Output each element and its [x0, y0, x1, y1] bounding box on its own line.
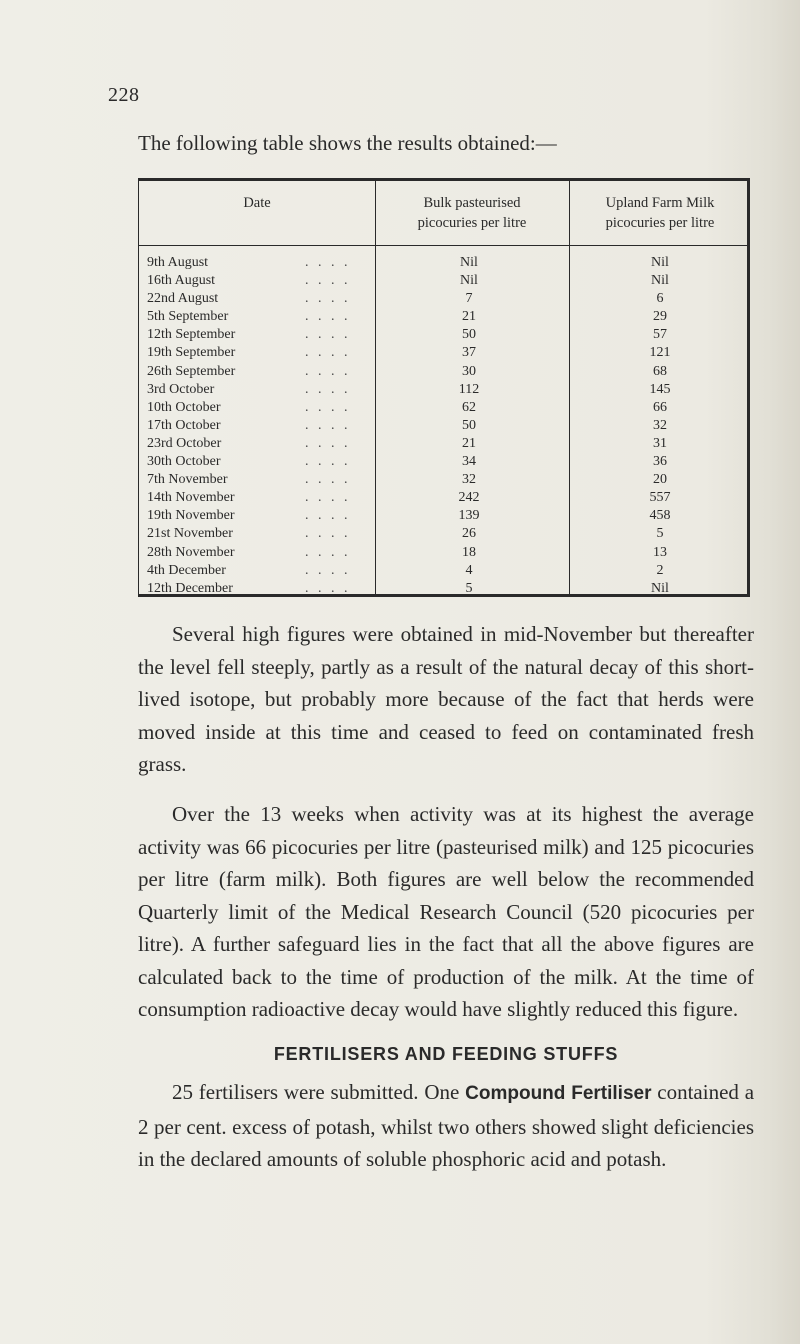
row-bulk-value: 37 — [462, 345, 476, 361]
table-row — [139, 326, 747, 344]
row-upland-value: 2 — [656, 562, 664, 578]
table-row — [139, 435, 747, 453]
row-upland-value: 13 — [653, 544, 667, 560]
row-date: 26th September — [147, 363, 236, 379]
row-leader: . . . . — [305, 454, 351, 470]
row-upland-value: 6 — [656, 291, 664, 307]
row-upland-value: 57 — [653, 327, 667, 343]
page-number: 228 — [108, 84, 140, 106]
table-row — [139, 544, 747, 562]
row-bulk-value: Nil — [460, 273, 478, 289]
row-leader: . . . . — [305, 381, 351, 397]
row-upland-value: Nil — [651, 255, 669, 270]
row-date: 12th September — [147, 327, 236, 343]
paragraph-average-activity: Over the 13 weeks when activity was at its highest the average activity was 66 picocuries per litre (pasteurised milk) and 125 picocuries per litre (farm milk). Both figures are well below the recommended Quarterly limit of the Medical Research Council (520 picocuries per litre). A further safeguard lies in the fact that all the above figures are calculated back to the time of production of the milk. At the time of consumption radioactive decay would have slightly reduced this figure. — [138, 802, 754, 1021]
table-row — [139, 417, 747, 435]
row-leader: . . . . — [305, 490, 351, 506]
row-leader: . . . . — [305, 472, 351, 488]
row-date: 16th August — [147, 273, 216, 289]
table-body — [139, 254, 747, 598]
row-leader: . . . . — [305, 273, 351, 289]
row-bulk-value: 34 — [462, 454, 476, 470]
compound-fertiliser-term: Compound Fertiliser — [465, 1083, 652, 1104]
table-row — [139, 562, 747, 580]
row-upland-value: Nil — [651, 580, 669, 596]
row-date: 4th December — [147, 562, 226, 578]
row-leader: . . . . — [305, 562, 351, 578]
table-row — [139, 507, 747, 525]
paragraph-fertilisers — [138, 1076, 754, 1176]
table-row — [139, 489, 747, 507]
paragraph-fertilisers-part1: 25 fertilisers were submitted. One — [172, 1080, 466, 1104]
row-upland-value: 32 — [653, 417, 667, 433]
row-bulk-value: 4 — [465, 562, 473, 578]
paragraph-fertilisers-part2: contained a 2 per cent. excess of potash, whilst two others showed slight deficiencies in the declared amounts of soluble phosphoric acid and potash. — [138, 1080, 755, 1171]
header-upland: Upland Farm Milk picocuries per litre — [605, 195, 715, 231]
row-bulk-value: 30 — [462, 363, 476, 379]
row-upland-value: 29 — [653, 309, 667, 325]
row-upland-value: 66 — [653, 399, 667, 415]
row-date: 9th August — [147, 255, 209, 270]
row-bulk-value: 62 — [462, 399, 476, 415]
row-upland-value: 557 — [649, 490, 671, 506]
row-leader: . . . . — [305, 255, 351, 270]
row-bulk-value: 21 — [462, 309, 476, 325]
row-leader: . . . . — [305, 327, 351, 343]
row-upland-value: 145 — [649, 381, 671, 397]
row-date: 30th October — [147, 454, 221, 470]
row-leader: . . . . — [305, 291, 351, 307]
row-leader: . . . . — [305, 417, 351, 433]
row-bulk-value: 139 — [458, 508, 480, 524]
row-date: 19th September — [147, 345, 236, 361]
table-row — [139, 308, 747, 326]
table-row — [139, 471, 747, 489]
row-upland-value: 20 — [653, 472, 667, 488]
row-date: 3rd October — [147, 381, 215, 397]
table-row — [139, 525, 747, 543]
row-bulk-value: 26 — [462, 526, 476, 542]
paragraph-mid-november: Several high figures were obtained in mid-November but thereafter the level fell steeply, partly as a result of the natural decay of this short-lived isotope, but probably more because of the fact that herds were moved inside at this time and ceased to feed on contaminated fresh grass. — [138, 622, 754, 776]
row-leader: . . . . — [305, 508, 351, 524]
row-date: 28th November — [147, 544, 235, 560]
row-leader: . . . . — [305, 544, 351, 560]
intro-text: The following table shows the results obtained:— — [138, 131, 557, 155]
row-upland-value: 458 — [649, 508, 671, 524]
row-leader: . . . . — [305, 580, 351, 596]
row-bulk-value: 32 — [462, 472, 476, 488]
row-date: 22nd August — [147, 291, 219, 307]
row-upland-value: 68 — [653, 363, 667, 379]
header-divider — [139, 245, 747, 246]
row-leader: . . . . — [305, 345, 351, 361]
row-date: 14th November — [147, 490, 235, 506]
row-bulk-value: 112 — [458, 381, 480, 397]
row-upland-value: 121 — [649, 345, 671, 361]
row-date: 5th September — [147, 309, 229, 325]
header-date: Date — [243, 195, 271, 211]
row-upland-value: 36 — [653, 454, 667, 470]
row-date: 21st November — [147, 526, 233, 542]
table-row — [139, 344, 747, 362]
row-bulk-value: 5 — [465, 580, 473, 596]
row-bulk-value: 7 — [465, 291, 473, 307]
table-row — [139, 580, 747, 598]
row-date: 7th November — [147, 472, 228, 488]
row-bulk-value: 50 — [462, 417, 476, 433]
table-row — [139, 399, 747, 417]
table-row — [139, 363, 747, 381]
row-date: 23rd October — [147, 435, 222, 451]
section-heading: FERTILISERS AND FEEDING STUFFS — [273, 1044, 619, 1064]
row-date: 10th October — [147, 399, 221, 415]
row-upland-value: 5 — [656, 526, 664, 542]
row-date: 17th October — [147, 417, 221, 433]
row-upland-value: 31 — [653, 435, 667, 451]
row-date: 12th December — [147, 580, 233, 596]
row-bulk-value: 242 — [458, 490, 480, 506]
header-bulk: Bulk pasteurised picocuries per litre — [417, 195, 527, 231]
table-row — [139, 290, 747, 308]
row-leader: . . . . — [305, 435, 351, 451]
table-row — [139, 254, 747, 272]
table-row — [139, 453, 747, 471]
row-leader: . . . . — [305, 363, 351, 379]
row-leader: . . . . — [305, 309, 351, 325]
row-bulk-value: 50 — [462, 327, 476, 343]
table-row — [139, 381, 747, 399]
row-bulk-value: 18 — [462, 544, 476, 560]
results-table — [138, 178, 750, 597]
row-date: 19th November — [147, 508, 235, 524]
table-row — [139, 272, 747, 290]
row-upland-value: Nil — [651, 273, 669, 289]
row-leader: . . . . — [305, 526, 351, 542]
row-leader: . . . . — [305, 399, 351, 415]
row-bulk-value: Nil — [460, 255, 478, 270]
row-bulk-value: 21 — [462, 435, 476, 451]
